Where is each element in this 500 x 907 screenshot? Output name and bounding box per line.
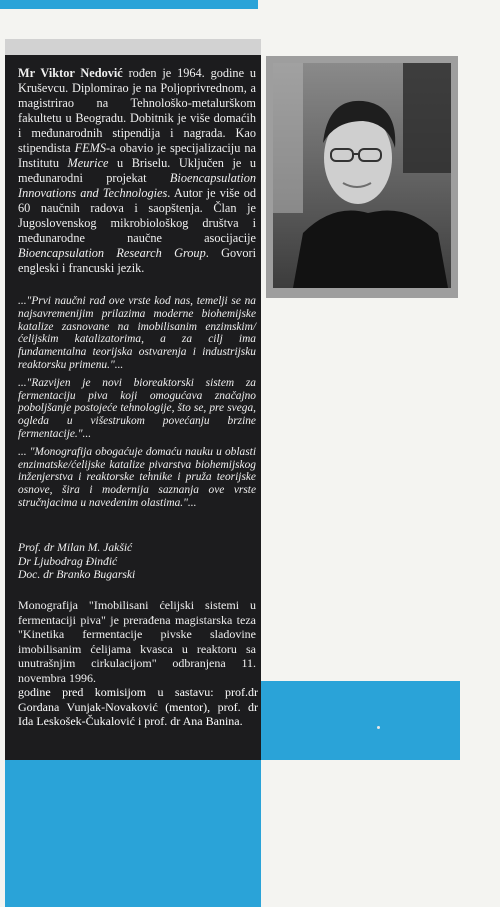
blue-band-right: [261, 681, 460, 760]
reviewer-2: Dr Ljubodrag Đinđić: [18, 554, 118, 568]
small-dot: [377, 726, 380, 729]
bio-part-1: rođen je 1964. godine u Kruševcu. Diplomirao je na Poljoprivrednom, a magistrirao na Tehnološko-metalurškom fakultetu u Beogradu. Dobitnik je više domaćih i međunarodnih stipendija i nagrada. Kao stipendista: [18, 66, 256, 155]
author-name: Mr Viktor Nedović: [18, 66, 123, 80]
bio-part-4: . Autor je više od 60 naučnih radova i saopštenja. Član je Jugoslovenskog mikrobiološkog društva i međunarodne naučne asocijacije: [18, 186, 256, 245]
blue-bottom-block: [5, 760, 261, 907]
quote-3: ... "Monografija obogaćuje domaću nauku u oblasti enzimatske/ćelijske katalize pivarstva biohemijskog inženjerstva i reaktorske tehnike i pruža teorijske osnove, šira i modernija saznanja ove vrste stručnjacima u navedenim olastima."...: [18, 445, 256, 509]
reviewer-1: Prof. dr Milan M. Jakšić: [18, 541, 133, 554]
bio-group: Bioencapsulation Research Group: [18, 246, 206, 260]
quote-1: ..."Prvi naučni rad ove vrste kod nas, temelji se na najsavremenijim prilazima moderne biohemijske katalize zasnovane na imobilisanim enzimskim/ćelijskim katalizatorima, a za cilj ima fundamentalna teorijska ostvarenja i industrijsku reaktorsku primenu."...: [18, 295, 256, 371]
reviewer-signatures: [18, 541, 256, 582]
quote-2: ..."Razvijen je novi bioreaktorski sistem za fermentaciju piva koji omogućava značajno poboljšanje postojeće tehnologije, što se, pre svega, ogleda u višestrukom povećanju brzine fermentacije."...: [18, 376, 256, 440]
bio-meurice: Meurice: [67, 156, 109, 170]
reviewer-3: Doc. dr Branko Bugarski: [18, 568, 136, 581]
author-bio: [18, 66, 256, 276]
top-blue-stripe: [0, 0, 258, 9]
monograph-committee: godine pred komisijom u sastavu: prof.dr Gordana Vunjak-Novaković (mentor), prof. dr Ida Leskošek-Čukalović i prof. dr Ana Banina.: [18, 685, 258, 729]
author-photo: [273, 63, 451, 288]
review-quotes: [18, 295, 256, 515]
bio-part-5: . Govori engleski i francuski jezik.: [18, 246, 256, 275]
bio-project: Bioencapsulation Innovations and Technologies: [18, 171, 256, 200]
monograph-description: Monografija "Imobilisani ćelijski sistemi u fermentaciji piva" je prerađena magistarska teza "Kinetika fermentacije pivske sladovine imobilisanim ćelijama kvasca u reaktoru sa unutrašnjim cirkulacijom" odbranjena 11. novembra 1996.: [18, 598, 256, 685]
bio-fems: FEMS: [74, 141, 107, 155]
author-portrait-illustration: [273, 63, 451, 288]
bio-part-3: u Briselu. Uključen je u međunarodni projekat: [18, 156, 256, 185]
bio-part-2: -a obavio je specijalizaciju na Institutu: [18, 141, 256, 170]
